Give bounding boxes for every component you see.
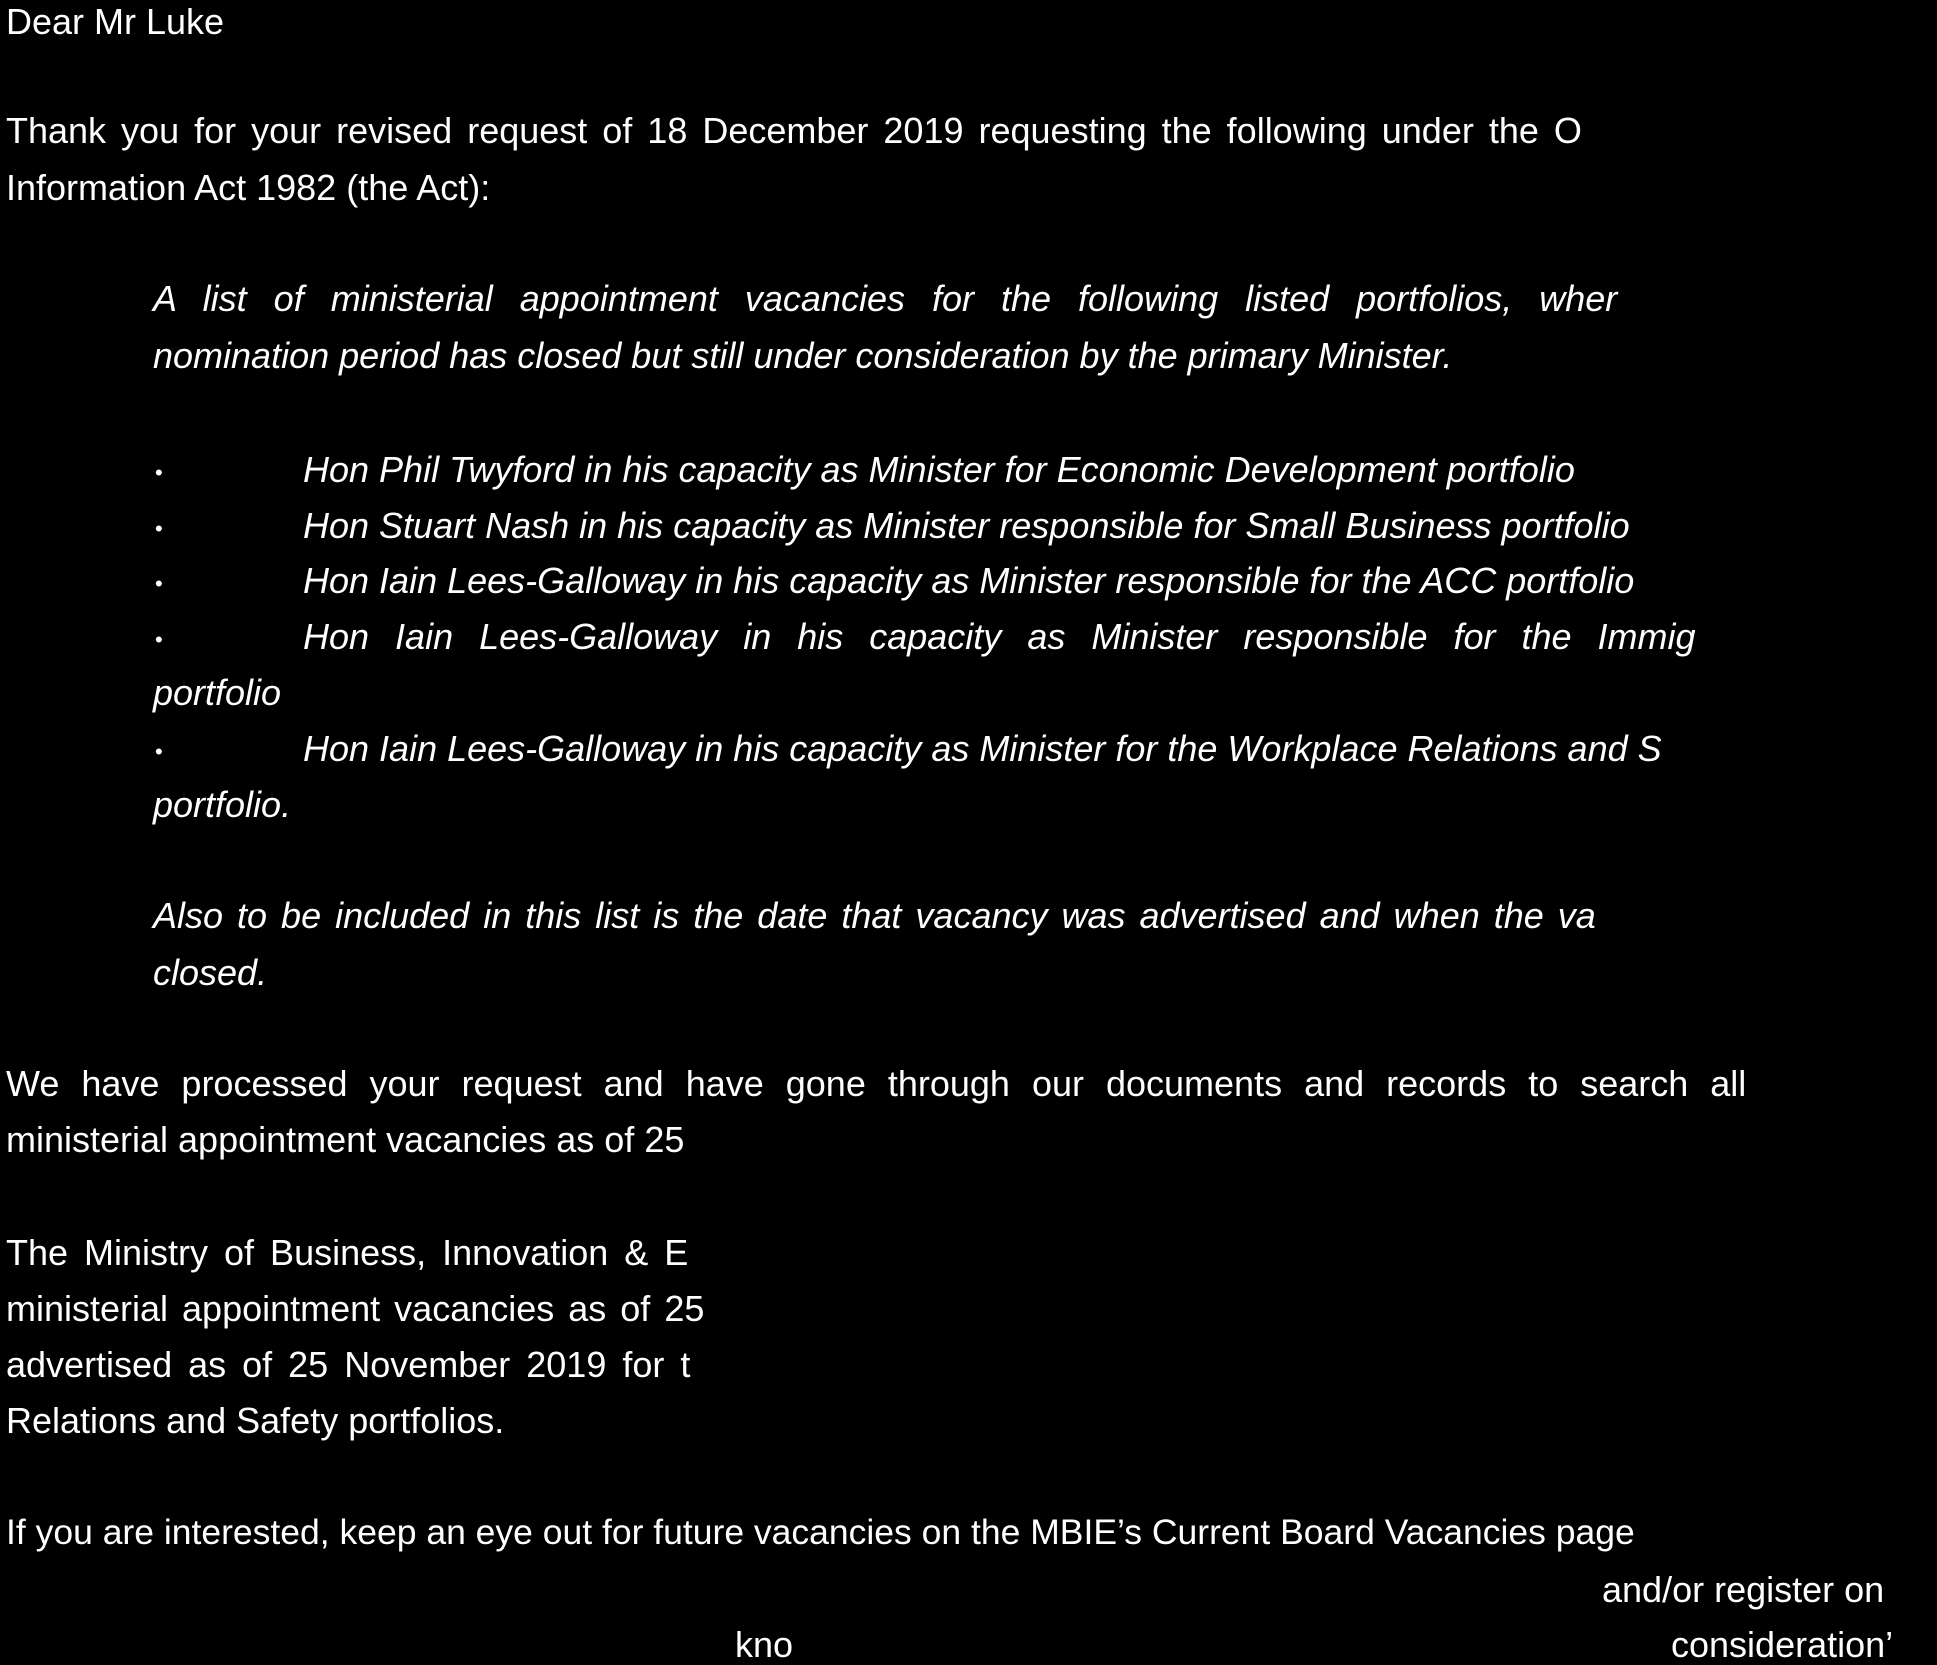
ministry-line-4: Relations and Safety portfolios. bbox=[6, 1400, 505, 1441]
interested-line-3-fragment: kno bbox=[735, 1624, 794, 1665]
intro-line-1: Thank you for your revised request of 18 December 2019 requesting the following under the O bbox=[6, 110, 1582, 151]
request-line-2: nomination period has closed but still under consideration by the primary Minister. bbox=[153, 335, 1453, 376]
bullet-icon: • bbox=[155, 516, 163, 541]
also-included-line-2: closed. bbox=[153, 952, 268, 993]
portfolio-text-continued: portfolio. bbox=[153, 784, 292, 825]
portfolio-text: Hon Phil Twyford in his capacity as Minister for Economic Development portfolio bbox=[303, 449, 1575, 490]
portfolio-text-continued: portfolio bbox=[153, 672, 282, 713]
ministry-line-3: advertised as of 25 November 2019 for t bbox=[6, 1344, 691, 1385]
processed-line-2: ministerial appointment vacancies as of 25 bbox=[6, 1119, 685, 1160]
portfolio-text: Hon Iain Lees-Galloway in his capacity as Minister responsible for the Immig bbox=[303, 616, 1696, 657]
bullet-icon: • bbox=[155, 460, 163, 485]
interested-line-3-end: consideration’ bbox=[1671, 1624, 1894, 1665]
interested-line-1: If you are interested, keep an eye out for future vacancies on the MBIE’s Current Board Vacancies page bbox=[6, 1512, 1635, 1552]
processed-line-1: We have processed your request and have gone through our documents and records to search all bbox=[6, 1063, 1747, 1104]
ministry-line-1: The Ministry of Business, Innovation & E bbox=[6, 1232, 689, 1273]
intro-line-2: Information Act 1982 (the Act): bbox=[6, 167, 491, 208]
ministry-line-2: ministerial appointment vacancies as of 25 bbox=[6, 1288, 705, 1329]
portfolio-text: Hon Iain Lees-Galloway in his capacity as Minister for the Workplace Relations and S bbox=[303, 728, 1662, 769]
bullet-icon: • bbox=[155, 571, 163, 596]
bullet-icon: • bbox=[155, 739, 163, 764]
salutation: Dear Mr Luke bbox=[6, 1, 225, 42]
portfolio-text: Hon Iain Lees-Galloway in his capacity as Minister responsible for the ACC portfolio bbox=[303, 560, 1635, 601]
portfolio-text: Hon Stuart Nash in his capacity as Minister responsible for Small Business portfolio bbox=[303, 505, 1630, 546]
interested-line-2: and/or register on bbox=[1602, 1569, 1885, 1610]
bullet-icon: • bbox=[155, 627, 163, 652]
also-included-line-1: Also to be included in this list is the date that vacancy was advertised and when the va bbox=[153, 895, 1596, 936]
request-line-1: A list of ministerial appointment vacancies for the following listed portfolios, wher bbox=[153, 278, 1618, 319]
